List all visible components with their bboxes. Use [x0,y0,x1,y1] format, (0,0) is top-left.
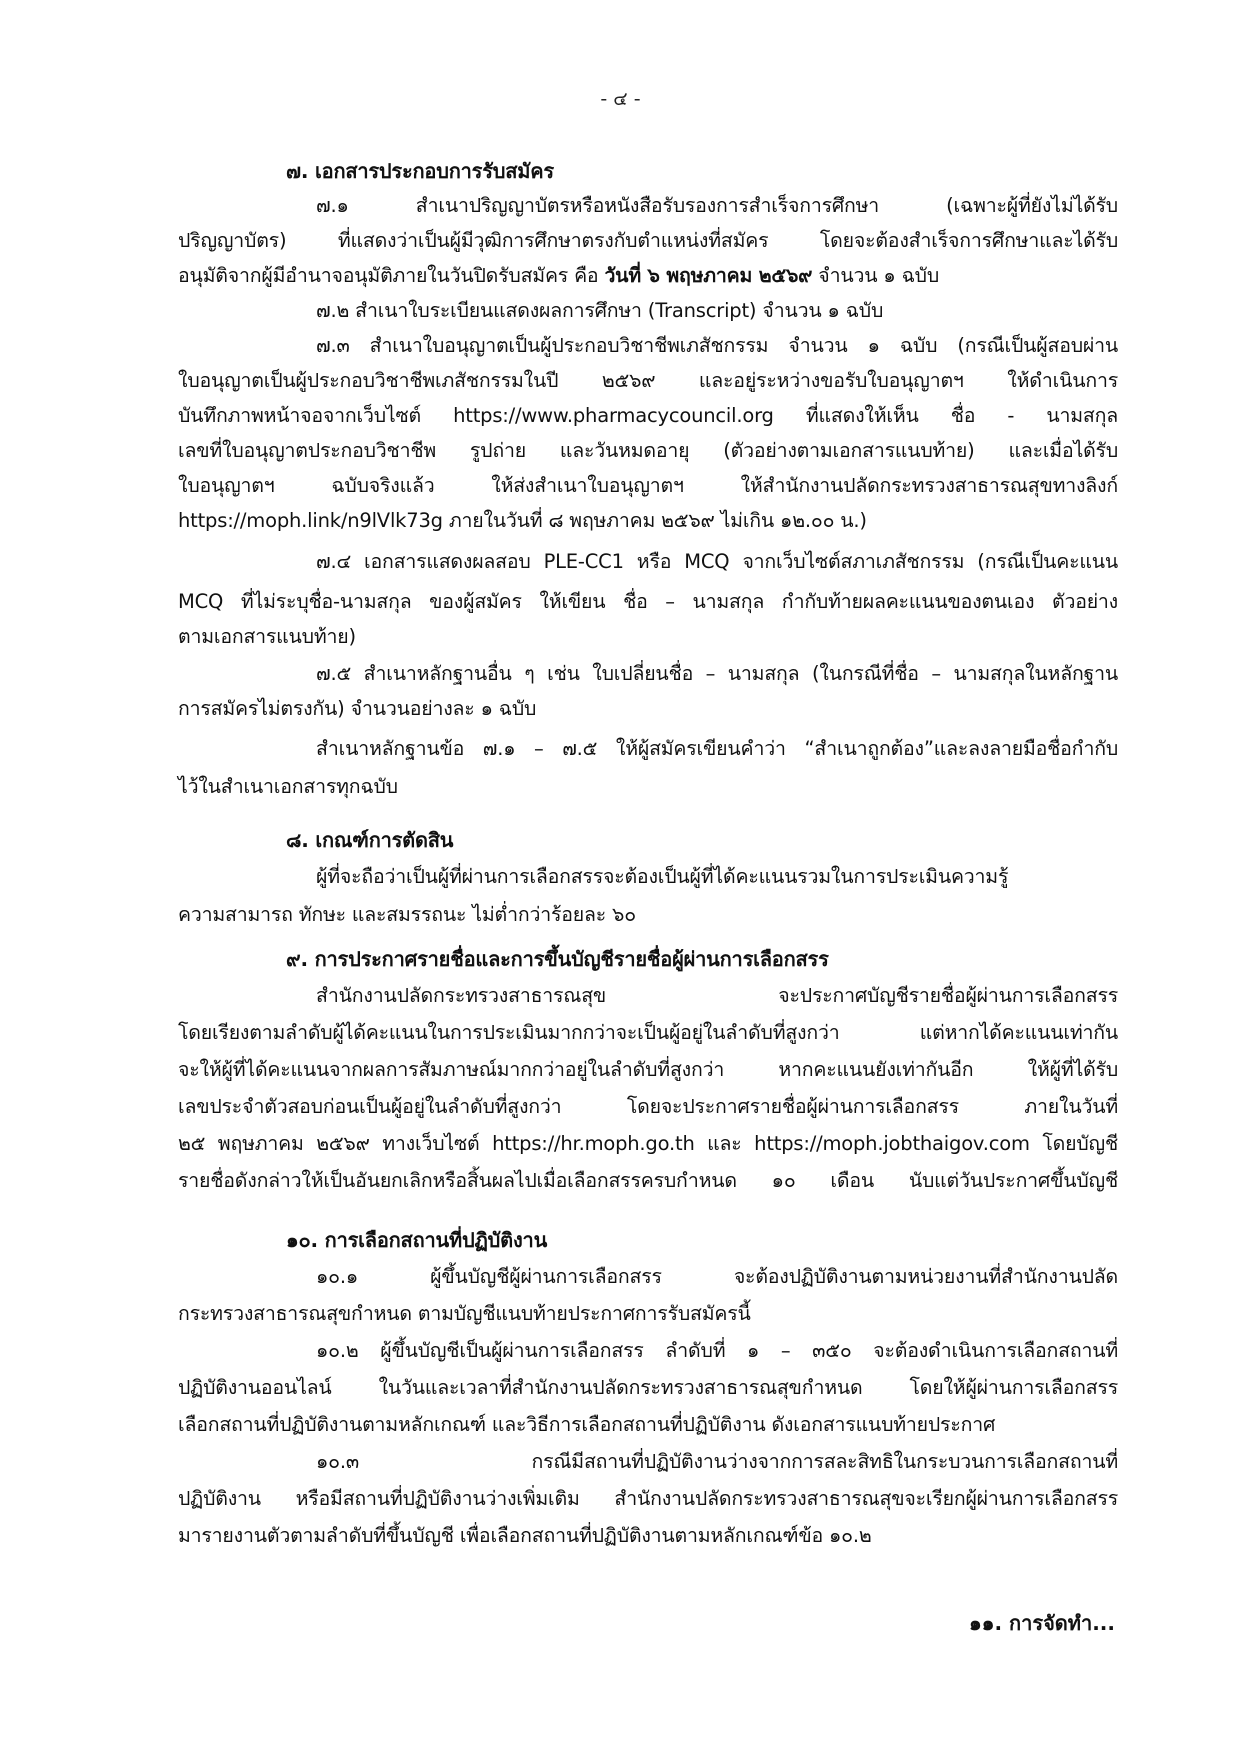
note-line-2: ไว้ในสำเนาเอกสารทุกฉบับ [178,775,398,798]
item-7-5-line-2: การสมัครไม่ตรงกัน) จำนวนอย่างละ ๑ ฉบับ [178,697,537,720]
item-10-3-line-1: ๑๐.๓ กรณีมีสถานที่ปฏิบัติงานว่างจากการสละสิทธิในกระบวนการเลือกสถานที่ [316,1450,1118,1473]
section-9-line-1: สำนักงานปลัดกระทรวงสาธารณสุข จะประกาศบัญชีรายชื่อผู้ผ่านการเลือกสรร [316,984,1118,1007]
section-9-line-2: โดยเรียงตามลำดับผู้ได้คะแนนในการประเมินมากกว่าจะเป็นผู้อยู่ในลำดับที่สูงกว่า แต่หากได้คะแนนเท่ากัน [178,1021,1118,1044]
item-7-5-line-1: ๗.๕ สำเนาหลักฐานอื่น ๆ เช่น ใบเปลี่ยนชื่อ – นามสกุล (ในกรณีที่ชื่อ – นามสกุลในหลักฐาน [316,662,1118,685]
section-10-heading: ๑๐. การเลือกสถานที่ปฏิบัติงาน [286,1228,548,1252]
item-7-1-line-2: ปริญญาบัตร) ที่แสดงว่าเป็นผู้มีวุฒิการศึกษาตรงกับตำแหน่งที่สมัคร โดยจะต้องสำเร็จการศึกษาและได้รับ [178,229,1118,252]
item-10-1-line-1: ๑๐.๑ ผู้ขึ้นบัญชีผู้ผ่านการเลือกสรร จะต้องปฏิบัติงานตามหน่วยงานที่สำนักงานปลัด [316,1265,1118,1288]
item-10-1-line-2: กระทรวงสาธารณสุขกำหนด ตามบัญชีแนบท้ายประกาศการรับสมัครนี้ [178,1302,751,1325]
item-10-3-line-2: ปฏิบัติงาน หรือมีสถานที่ปฏิบัติงานว่างเพิ่มเติม สำนักงานปลัดกระทรวงสาธารณสุขจะเรียกผู้ผ่านการเลือกสรร [178,1487,1118,1510]
item-7-3-line-3: บันทึกภาพหน้าจอจากเว็บไซต์ https://www.pharmacycouncil.org ที่แสดงให้เห็น ชื่อ - นามสกุล [178,404,1118,427]
deadline-date: วันที่ ๖ พฤษภาคม ๒๕๖๙ [604,264,813,287]
page-number: - ๔ - [600,88,641,110]
item-7-4-line-3: ตามเอกสารแนบท้าย) [178,625,356,648]
section-9-line-6: รายชื่อดังกล่าวให้เป็นอันยกเลิกหรือสิ้นผลไปเมื่อเลือกสรรครบกำหนด ๑๐ เดือน นับแต่วันประกาศขึ้นบัญชี [178,1169,1118,1192]
item-7-2-line-1: ๗.๒ สำเนาใบระเบียนแสดงผลการศึกษา (Transcript) จำนวน ๑ ฉบับ [316,299,884,322]
item-7-3-line-6: https://moph.link/n9lVlk73g ภายในวันที่ ๘ พฤษภาคม ๒๕๖๙ ไม่เกิน ๑๒.๐๐ น.) [178,509,867,532]
item-7-3-line-4: เลขที่ใบอนุญาตประกอบวิชาชีพ รูปถ่าย และวันหมดอายุ (ตัวอย่างตามเอกสารแนบท้าย) และเมื่อได้รับ [178,439,1118,462]
continued-marker: ๑๑. การจัดทำ... [969,1611,1115,1635]
item-10-2-line-3: เลือกสถานที่ปฏิบัติงานตามหลักเกณฑ์ และวิธีการเลือกสถานที่ปฏิบัติงาน ดังเอกสารแนบท้ายประกาศ [178,1413,996,1436]
section-9-line-3: จะให้ผู้ที่ได้คะแนนจากผลการสัมภาษณ์มากกว่าอยู่ในลำดับที่สูงกว่า หากคะแนนยังเท่ากันอีก ให้ผู้ที่ได้รับ [178,1058,1118,1081]
item-7-1-line-3 [178,261,939,291]
section-9-heading: ๙. การประกาศรายชื่อและการขึ้นบัญชีรายชื่อผู้ผ่านการเลือกสรร [286,947,829,971]
section-9-line-5: ๒๕ พฤษภาคม ๒๕๖๙ ทางเว็บไซต์ https://hr.moph.go.th และ https://moph.jobthaigov.com โดยบัญชี [178,1132,1118,1155]
item-7-1-copies: จำนวน ๑ ฉบับ [812,264,940,287]
section-8-heading: ๘. เกณฑ์การตัดสิน [286,828,454,852]
item-7-1-text: อนุมัติจากผู้มีอำนาจอนุมัติภายในวันปิดรับสมัคร คือ [178,264,605,287]
item-7-3-line-2: ใบอนุญาตเป็นผู้ประกอบวิชาชีพเภสัชกรรมในปี ๒๕๖๙ และอยู่ระหว่างขอรับใบอนุญาตฯ ให้ดำเนินการ [178,369,1118,392]
section-9-line-4: เลขประจำตัวสอบก่อนเป็นผู้อยู่ในลำดับที่สูงกว่า โดยจะประกาศรายชื่อผู้ผ่านการเลือกสรร ภายในวันที่ [178,1095,1118,1118]
item-7-3-line-5: ใบอนุญาตฯ ฉบับจริงแล้ว ให้ส่งสำเนาใบอนุญาตฯ ให้สำนักงานปลัดกระทรวงสาธารณสุขทางลิงก์ [178,474,1118,497]
item-7-1-line-1: ๗.๑ สำเนาปริญญาบัตรหรือหนังสือรับรองการสำเร็จการศึกษา (เฉพาะผู้ที่ยังไม่ได้รับ [316,194,1118,217]
section-8-line-2: ความสามารถ ทักษะ และสมรรถนะ ไม่ต่ำกว่าร้อยละ ๖๐ [178,903,636,926]
section-8-line-1: ผู้ที่จะถือว่าเป็นผู้ที่ผ่านการเลือกสรรจะต้องเป็นผู้ที่ได้คะแนนรวมในการประเมินความรู้ [316,865,1009,888]
note-line-1: สำเนาหลักฐานข้อ ๗.๑ – ๗.๕ ให้ผู้สมัครเขียนคำว่า “สำเนาถูกต้อง”และลงลายมือชื่อกำกับ [316,737,1118,760]
item-7-3-line-1: ๗.๓ สำเนาใบอนุญาตเป็นผู้ประกอบวิชาชีพเภสัชกรรม จำนวน ๑ ฉบับ (กรณีเป็นผู้สอบผ่าน [316,334,1118,357]
item-7-4-line-2: MCQ ที่ไม่ระบุชื่อ-นามสกุล ของผู้สมัคร ให้เขียน ชื่อ – นามสกุล กำกับท้ายผลคะแนนของตนเอง ตัวอย่าง [178,590,1118,613]
item-10-2-line-1: ๑๐.๒ ผู้ขึ้นบัญชีเป็นผู้ผ่านการเลือกสรร ลำดับที่ ๑ – ๓๕๐ จะต้องดำเนินการเลือกสถานที่ [316,1339,1118,1362]
item-7-4-line-1: ๗.๔ เอกสารแสดงผลสอบ PLE-CC1 หรือ MCQ จากเว็บไซต์สภาเภสัชกรรม (กรณีเป็นคะแนน [316,550,1118,573]
item-10-3-line-3: มารายงานตัวตามลำดับที่ขึ้นบัญชี เพื่อเลือกสถานที่ปฏิบัติงานตามหลักเกณฑ์ข้อ ๑๐.๒ [178,1524,872,1547]
section-7-heading: ๗. เอกสารประกอบการรับสมัคร [286,159,554,183]
item-10-2-line-2: ปฏิบัติงานออนไลน์ ในวันและเวลาที่สำนักงานปลัดกระทรวงสาธารณสุขกำหนด โดยให้ผู้ผ่านการเลือกสรร [178,1376,1118,1399]
